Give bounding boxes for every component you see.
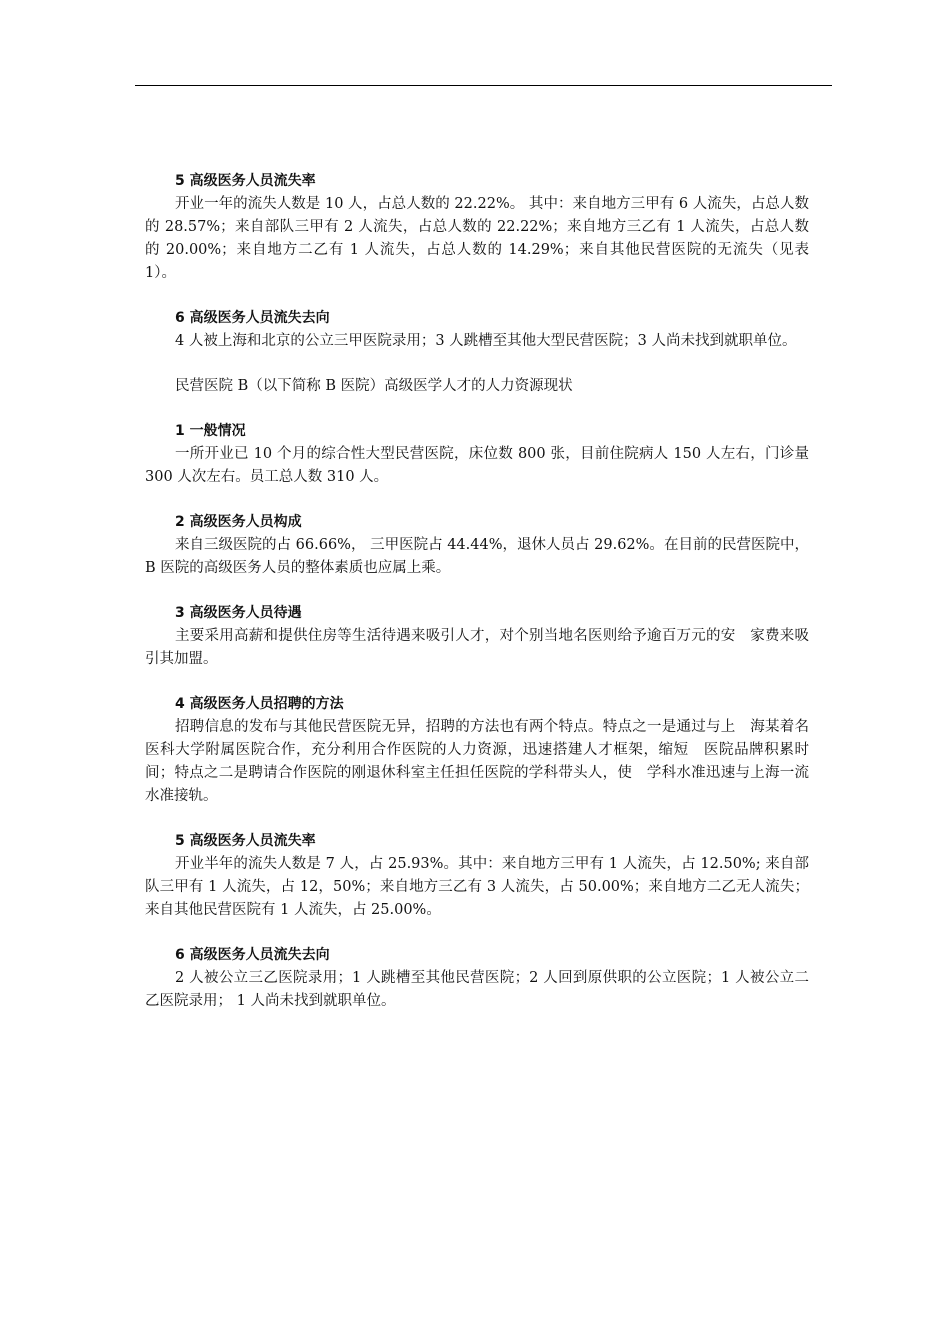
section-recruitment-method: [145, 693, 809, 808]
section-heading: 4 高级医务人员招聘的方法: [175, 696, 344, 712]
section-paragraph: 2 人被公立三乙医院录用；1 人跳槽至其他民营医院；2 人回到原供职的公立医院；1 人被公立二乙医院录用； 1 人尚未找到就职单位。: [145, 970, 809, 1009]
section-paragraph: 开业半年的流失人数是 7 人，占 25.93%。其中：来自地方三甲有 1 人流失，占 12.50%; 来自部队三甲有 1 人流失，占 12，50%；来自地方三乙有 3 人流失，占 50.00%；来自地方二乙无人流失；来自其他民营医院有 1 人流失，占 25.00%。: [145, 856, 809, 918]
section-paragraph: 招聘信息的发布与其他民营医院无异，招聘的方法也有两个特点。特点之一是通过与上 海某着名医科大学附属医院合作，充分利用合作医院的人力资源，迅速搭建人才框架，缩短 医院品牌积累时间；特点之二是聘请合作医院的刚退休科室主任担任医院的学科带头人，使 学科水准迅速与上海一流水准接轨。: [145, 719, 809, 804]
section-staff-benefits: [145, 602, 809, 671]
section-paragraph: 开业一年的流失人数是 10 人，占总人数的 22.22%。 其中：来自地方三甲有 6 人流失，占总人数的 28.57%；来自部队三甲有 2 人流失，占总人数的 22.22%；来自地方三乙有 1 人流失，占总人数的 20.00%；来自地方二乙有 1 人流失，占总人数的 14.29%；来自其他民营医院的无流失（见表 1）。: [145, 196, 809, 281]
section-heading: 6 高级医务人员流失去向: [175, 947, 330, 963]
hospital-b-title: 民营医院 B（以下简称 B 医院）高级医学人才的人力资源现状: [175, 378, 573, 394]
section-paragraph: 来自三级医院的占 66.66%， 三甲医院占 44.44%，退休人员占 29.62%。在目前的民营医院中，B 医院的高级医务人员的整体素质也应属上乘。: [145, 537, 809, 576]
section-heading: 2 高级医务人员构成: [175, 514, 302, 530]
section-heading: 3 高级医务人员待遇: [175, 605, 302, 621]
section-attrition-rate-a: [145, 170, 809, 285]
section-heading: 6 高级医务人员流失去向: [175, 310, 330, 326]
section-general-info: [145, 420, 809, 489]
section-attrition-destination-a: [145, 307, 809, 353]
section-attrition-destination-b: [145, 944, 809, 1013]
section-heading: 1 一般情况: [175, 423, 246, 439]
header-rule: [135, 85, 832, 86]
section-attrition-rate-b: [145, 830, 809, 922]
section-heading: 5 高级医务人员流失率: [175, 833, 316, 849]
section-staff-composition: [145, 511, 809, 580]
document-body: [145, 170, 809, 1013]
section-paragraph: 一所开业已 10 个月的综合性大型民营医院，床位数 800 张，目前住院病人 150 人左右，门诊量 300 人次左右。员工总人数 310 人。: [145, 446, 809, 485]
section-heading: 5 高级医务人员流失率: [175, 173, 316, 189]
section-paragraph: 主要采用高薪和提供住房等生活待遇来吸引人才，对个别当地名医则给予逾百万元的安 家费来吸引其加盟。: [145, 628, 809, 667]
section-paragraph: 4 人被上海和北京的公立三甲医院录用；3 人跳槽至其他大型民营医院；3 人尚未找到就职单位。: [175, 333, 797, 349]
section-hospital-b-intro: [145, 375, 809, 398]
